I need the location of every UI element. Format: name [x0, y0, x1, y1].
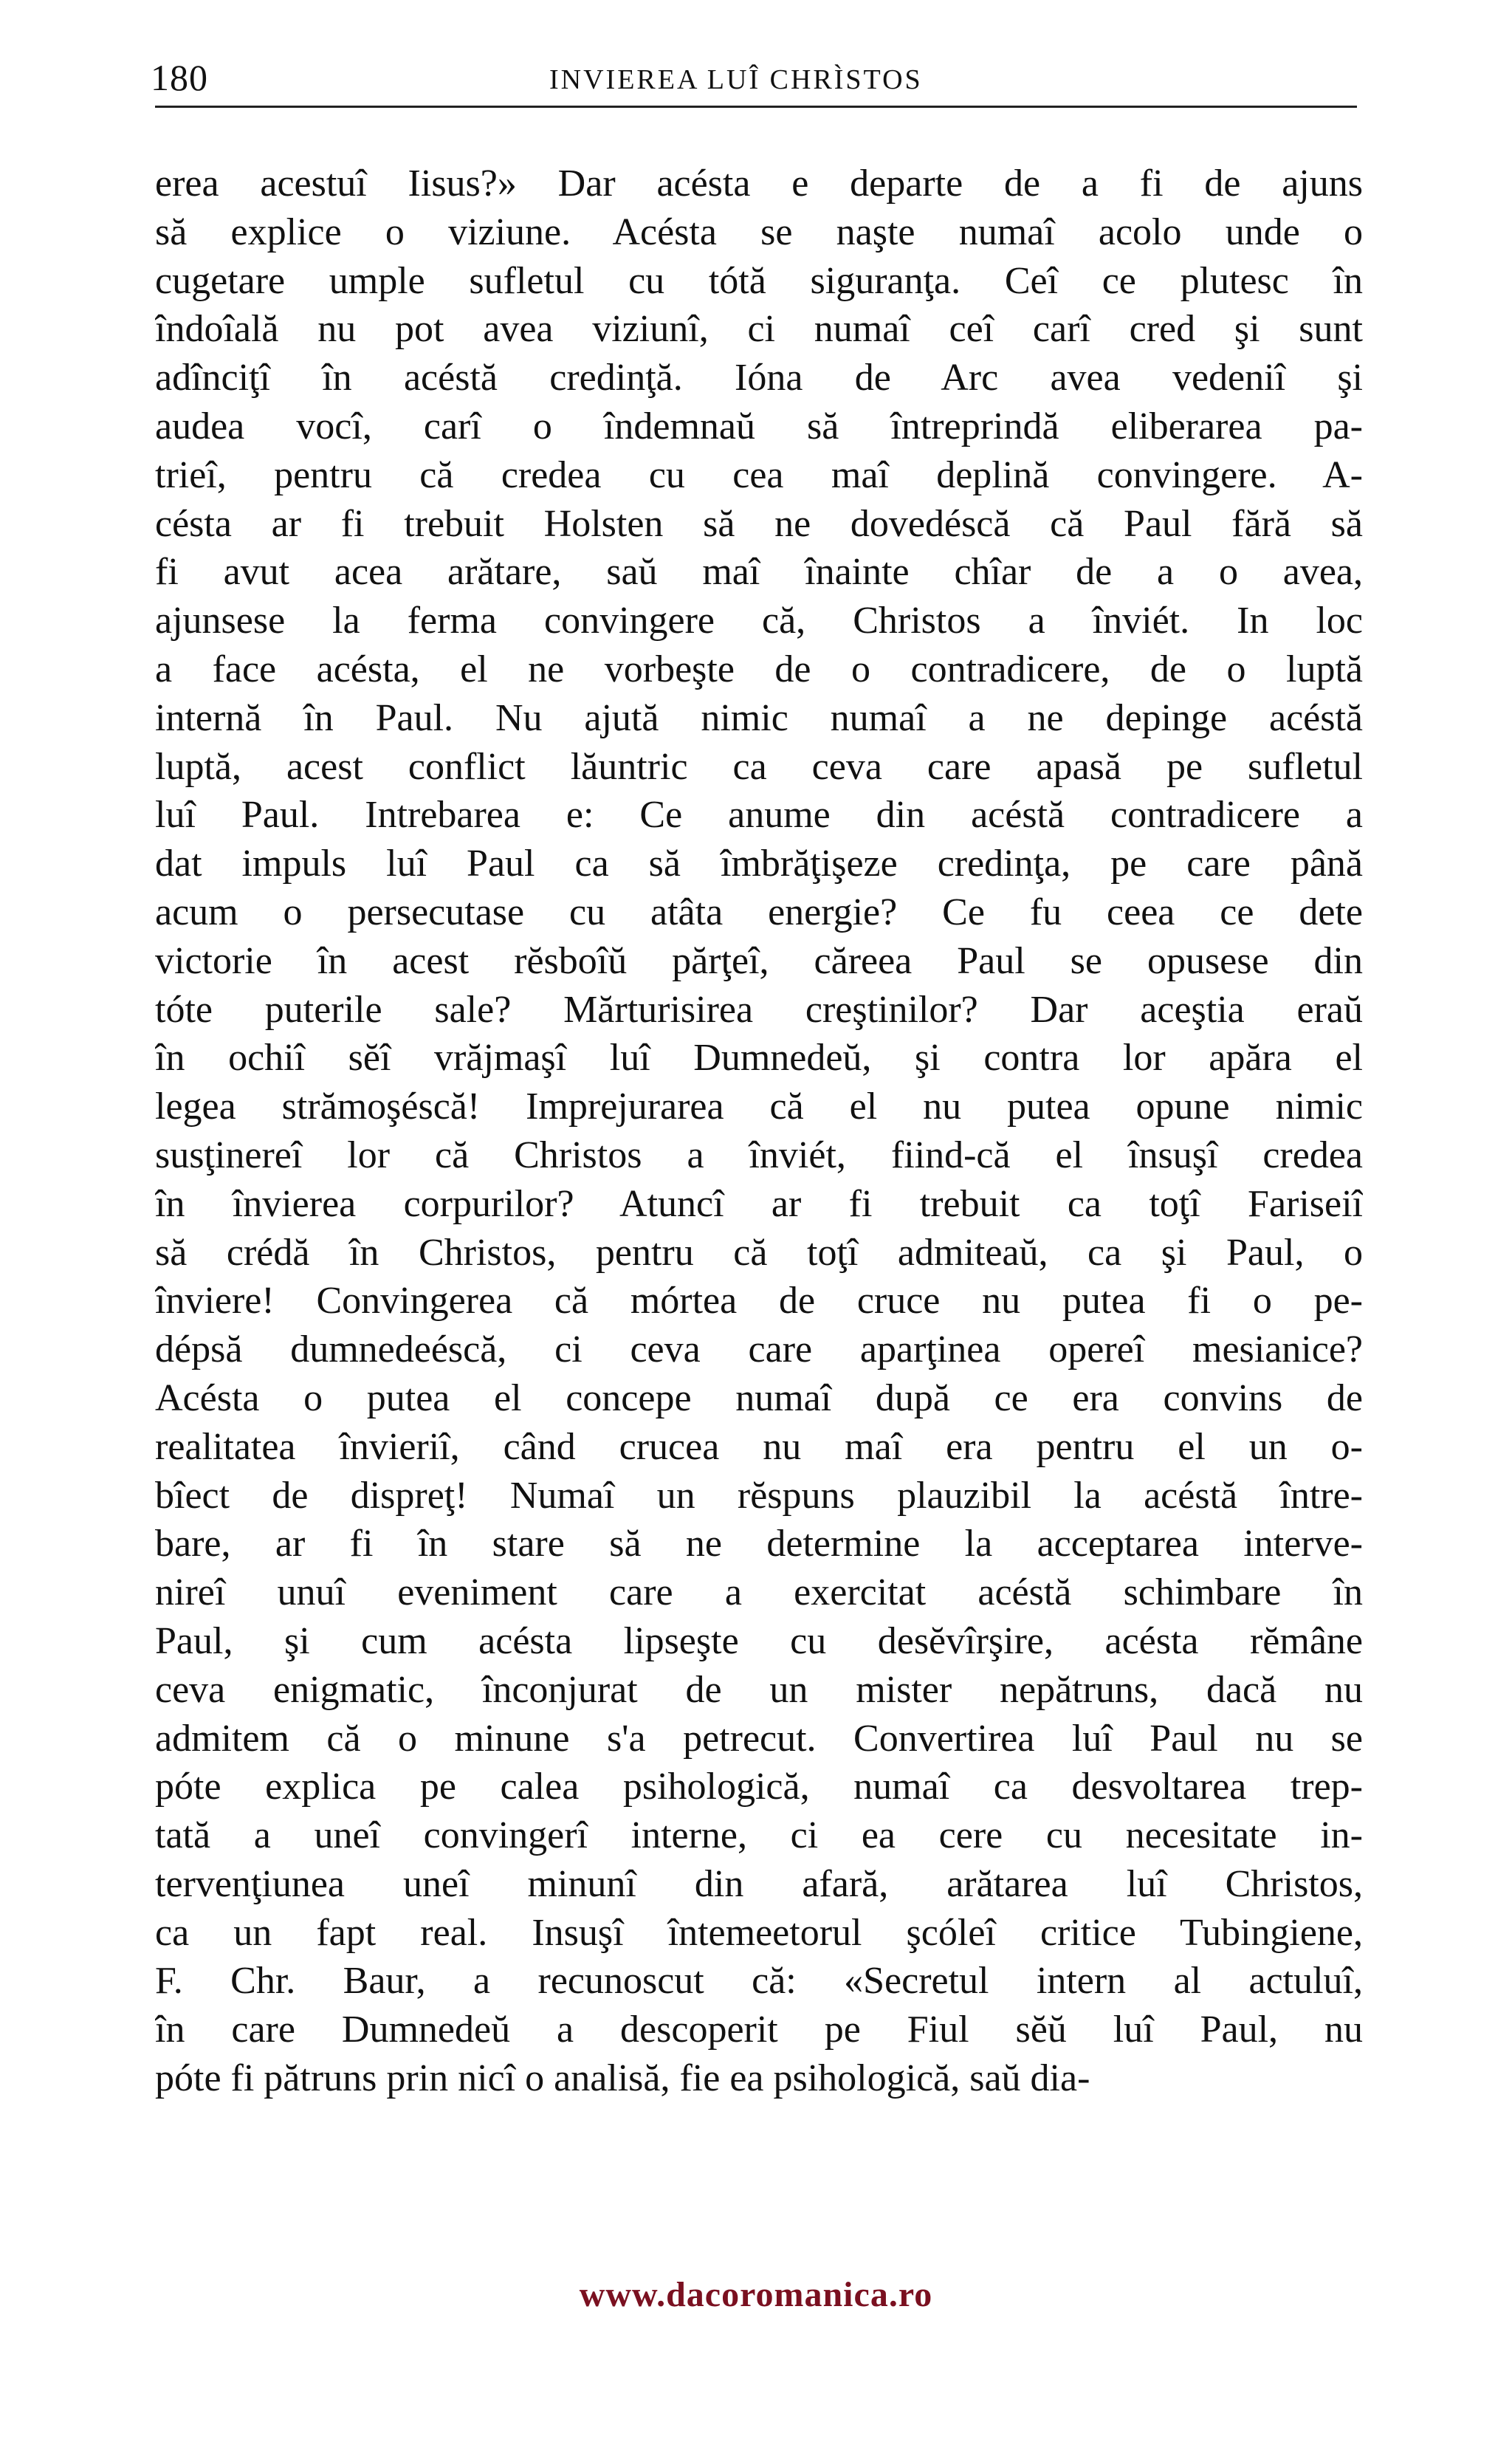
text-line: Paul, şi cum acésta lipseşte cu desĕvîrşire, acésta rĕmâne [155, 1619, 1363, 1662]
text-line: luptă, acest conflict lăuntric ca ceva care apasă pe sufletul [155, 745, 1363, 788]
text-line: erea acestuî Iisus?» Dar acésta e departe de a fi de ajuns [155, 162, 1363, 205]
text-line: trieî, pentru că credea cu cea maî deplină convingere. A- [155, 453, 1363, 496]
text-line: adînciţî în acéstă credinţă. Ióna de Arc avea vedeniî şi [155, 357, 1363, 399]
text-line: în învierea corpurilor? Atuncî ar fi trebuit ca toţî Fariseiî [155, 1182, 1363, 1225]
text-line: dat impuls luî Paul ca să îmbrăţişeze credinţa, pe care până [155, 843, 1363, 885]
text-line: internă în Paul. Nu ajută nimic numaî a ne depinge acéstă [155, 696, 1363, 739]
header-rule [155, 106, 1357, 108]
text-line: bare, ar fi în stare să ne determine la acceptarea interve- [155, 1523, 1363, 1565]
text-line: îndoîală nu pot avea viziunî, ci numaî ceî carî cred şi sunt [155, 308, 1363, 351]
text-line: acum o persecutase cu atâta energie? Ce fu ceea ce dete [155, 891, 1363, 933]
text-line: dépsă dumnedeéscă, ci ceva care aparţinea opereî mesianice? [155, 1328, 1363, 1371]
text-line: tervenţiunea uneî minunî din afară, arătarea luî Christos, [155, 1862, 1363, 1905]
text-line: césta ar fi trebuit Holsten să ne dovedéscă că Paul fără să [155, 502, 1363, 545]
text-line: nireî unuî eveniment care a exercitat acéstă schimbare în [155, 1571, 1363, 1614]
text-line: legea strămoşéscă! Imprejurarea că el nu putea opune nimic [155, 1085, 1363, 1128]
text-line: înviere! Convingerea că mórtea de cruce nu putea fi o pe- [155, 1280, 1363, 1323]
body-text [155, 159, 1363, 2103]
running-title: INVIEREA LUÎ CHRÌSTOS [549, 64, 923, 95]
text-line: cugetare umple sufletul cu tótă siguranţa. Ceî ce plutesc în [155, 259, 1363, 302]
text-line: luî Paul. Intrebarea e: Ce anume din acéstă contradicere a [155, 794, 1363, 837]
text-line: póte fi pătruns prin nicî o analisă, fie ea psihologică, saŭ dia- [155, 2057, 1090, 2100]
text-line: tată a uneî convingerî interne, ci ea cere cu necesitate in- [155, 1814, 1363, 1857]
text-line: bîect de dispreţ! Numaî un rĕspuns plauzibil la acéstă între- [155, 1474, 1363, 1517]
page-footer [0, 2274, 1512, 2315]
text-line: F. Chr. Baur, a recunoscut că: «Secretul intern al actuluî, [155, 1960, 1363, 2003]
text-line: ajunsese la ferma convingere că, Christos a înviét. In loc [155, 600, 1363, 642]
text-line: audea vocî, carî o îndemnaŭ să întreprindă eliberarea pa- [155, 405, 1363, 447]
text-line: a face acésta, el ne vorbeşte de o contradicere, de o luptă [155, 648, 1363, 690]
text-line: fi avut acea arătare, saŭ maî înainte chîar de a o avea, [155, 551, 1363, 594]
text-line: ceva enigmatic, înconjurat de un mister nepătruns, dacă nu [155, 1668, 1363, 1711]
text-line: să explice o viziune. Acésta se naşte numaî acolo unde o [155, 210, 1363, 253]
text-line: victorie în acest rĕsboîŭ părţeî, căreea Paul se opusese din [155, 939, 1363, 982]
text-line: ca un fapt real. Insuşî întemeetorul şcóleî critice Tubingiene, [155, 1911, 1363, 1954]
text-line: susţinereî lor că Christos a înviét, fiind-că el însuşî credea [155, 1133, 1363, 1176]
text-line: póte explica pe calea psihologică, numaî ca desvoltarea trep- [155, 1766, 1363, 1808]
text-line: în ochiî sĕî vrăjmaşî luî Dumnedeŭ, şi contra lor apăra el [155, 1037, 1363, 1080]
text-line: Acésta o putea el concepe numaî după ce era convins de [155, 1376, 1363, 1419]
page-number: 180 [151, 57, 208, 98]
text-line: tóte puterile sale? Mărturisirea creştinilor? Dar aceştia eraŭ [155, 988, 1363, 1031]
page-header [151, 52, 1357, 103]
watermark-link[interactable]: www.dacoromanica.ro [579, 2275, 933, 2314]
text-line: în care Dumnedeŭ a descoperit pe Fiul sĕŭ luî Paul, nu [155, 2009, 1363, 2051]
text-line: să crédă în Christos, pentru că toţî admiteaŭ, ca şi Paul, o [155, 1231, 1363, 1274]
text-line: realitatea învieriî, când crucea nu maî era pentru el un o- [155, 1425, 1363, 1468]
text-line: admitem că o minune s'a petrecut. Convertirea luî Paul nu se [155, 1717, 1363, 1760]
